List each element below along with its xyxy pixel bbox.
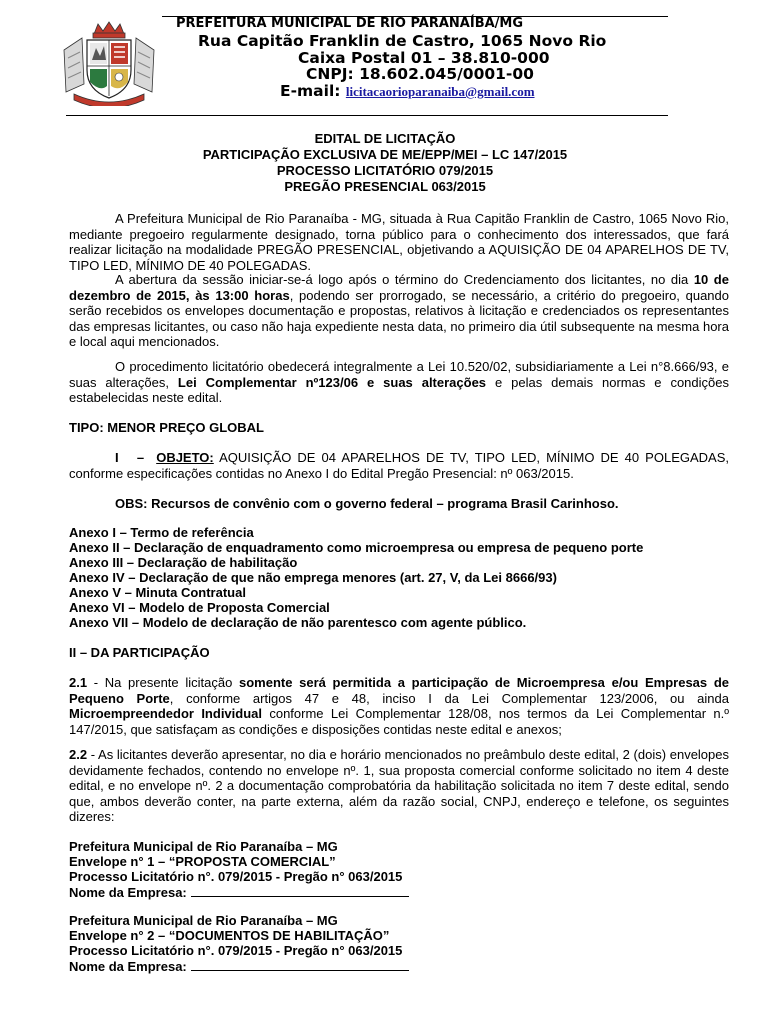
objeto-paragraph (69, 450, 729, 481)
objeto-text: AQUISIÇÃO DE 04 APARELHOS DE TV, TIPO LED, MÍNIMO DE 40 POLEGADAS, conforme especificações contidas no Anexo I do Edital Pregão Presencial: nº 063/2015. (69, 450, 729, 481)
anexo-item: Anexo IV – Declaração de que não emprega menores (art. 27, V, da Lei 8666/93) (69, 570, 557, 585)
tipo-heading: TIPO: MENOR PREÇO GLOBAL (69, 420, 264, 435)
p3-lei-complementar: Lei Complementar nº123/06 e suas alterações (177, 374, 487, 390)
clause-2-1-text-c: , conforme artigos 47 e 48, inciso I da Lei Complementar 123/2006, ou ainda (169, 690, 729, 706)
envelope-2-line-3: Processo Licitatório n°. 079/2015 - Pregão n° 063/2015 (69, 943, 403, 958)
p2-text-c: , podendo ser prorrogado, se necessário, a critério do pregoeiro, quando serão recebidos os envelopes documentação e propostas, relativos à licitação e credenciados os representantes das empresas licitantes, ou caso não haja expediente nesta data, no primeiro dia útil subsequente na mesma hora e local aqui mencionados. (69, 287, 729, 350)
municipal-crest-logo (60, 20, 158, 106)
envelope-1-line-2: Envelope n° 1 – “PROPOSTA COMERCIAL” (69, 854, 336, 869)
clause-2-1 (69, 675, 729, 737)
envelope-2-company-name (69, 958, 729, 975)
envelope-2-line-1: Prefeitura Municipal de Rio Paranaíba – MG (69, 913, 338, 928)
document-subtitle-process: PROCESSO LICITATÓRIO 079/2015 (276, 163, 494, 178)
p2-session-date: 10 de dezembro de 2015, às 13:00 horas (69, 272, 729, 303)
anexo-item: Anexo II – Declaração de enquadramento como microempresa ou empresa de pequeno porte (69, 540, 644, 555)
envelope-1-line-3: Processo Licitatório n°. 079/2015 - Pregão n° 063/2015 (69, 869, 403, 884)
envelope-2-line-2: Envelope n° 2 – “DOCUMENTOS DE HABILITAÇÃO” (69, 928, 390, 943)
header-email-line (280, 82, 535, 100)
clause-2-1-number: 2.1 (69, 675, 88, 690)
p2-text-a: A abertura da sessão iniciar-se-á logo após o término do Credenciamento dos licitantes, no dia (115, 272, 694, 287)
document-subtitle-participation: PARTICIPAÇÃO EXCLUSIVA DE ME/EPP/MEI – LC 147/2015 (202, 147, 568, 162)
intro-paragraph-2 (69, 272, 729, 350)
header-municipality: PREFEITURA MUNICIPAL DE RIO PARANAÍBA/MG (176, 16, 524, 31)
header-cnpj: CNPJ: 18.602.045/0001-00 (306, 65, 534, 83)
anexo-item: Anexo III – Declaração de habilitação (69, 555, 298, 570)
envelope-1-company-name (69, 884, 729, 901)
header-postal-box: Caixa Postal 01 – 38.810-000 (298, 49, 550, 67)
company-name-blank-line (191, 958, 409, 971)
header-bottom-rule (66, 115, 668, 116)
company-name-label: Nome da Empresa: (69, 959, 187, 974)
clause-2-2-text: - As licitantes deverão apresentar, no dia e horário mencionados no preâmbulo deste edital, 2 (dois) envelopes devidamente fechados, contendo no envelope nº. 1, sua proposta comercial conforme solicitado no item 4 deste edital, e no envelope nº. 2 a documentação comprobatória da habilitação solicitada no item 7 deste edital, sendo que, ambos deverão conter, na parte externa, além da razão social, CNPJ, endereço e telefone, os seguintes dizeres: (69, 747, 729, 825)
p3-text-a: O procedimento licitatório obedecerá integralmente a Lei 10.520/02, subsidiariamente a Lei n°8.666/93, e suas alterações, (69, 359, 729, 390)
company-name-blank-line (191, 884, 409, 897)
anexo-item: Anexo VI – Modelo de Proposta Comercial (69, 600, 330, 615)
header-address: Rua Capitão Franklin de Castro, 1065 Novo Rio (198, 32, 607, 50)
obs-note: OBS: Recursos de convênio com o governo federal – programa Brasil Carinhoso. (115, 496, 619, 511)
clause-2-2-number: 2.2 (69, 747, 88, 762)
company-name-label: Nome da Empresa: (69, 885, 187, 900)
clause-2-1-restriction: somente será permitida a participação de Microempresa e/ou Empresas de Pequeno Porte (69, 675, 729, 706)
section-2-heading: II – DA PARTICIPAÇÃO (69, 645, 210, 660)
anexo-item: Anexo VII – Modelo de declaração de não parentesco com agente público. (69, 615, 527, 630)
clause-2-1-text-a: - Na presente licitação (87, 675, 239, 690)
email-link[interactable]: licitacaorioparanaiba@gmail.com (345, 84, 535, 99)
clause-2-1-text-e: conforme Lei Complementar 128/08, nos termos da Lei Complementar n.º 147/2015, que satisfaçam as condições e disposições contidas neste edital e anexos; (69, 706, 729, 737)
email-label: E-mail: (280, 82, 341, 100)
document-title: EDITAL DE LICITAÇÃO (314, 131, 456, 146)
anexo-item: Anexo V – Minuta Contratual (69, 585, 246, 600)
clause-2-1-mei: Microempreendedor Individual (69, 706, 262, 722)
objeto-prefix: I – (115, 450, 157, 465)
clause-2-2 (69, 747, 729, 825)
objeto-label: OBJETO: (156, 450, 214, 465)
intro-paragraph-1: A Prefeitura Municipal de Rio Paranaíba - MG, situada à Rua Capitão Franklin de Castro, 1065 Novo Rio, mediante pregoeiro regularmente designado, torna público para o conhecimento dos interessados, que fará realizar licitação na modalidade PREGÃO PRESENCIAL, objetivando a AQUISIÇÃO DE 04 APARELHOS DE TV, TIPO LED, MÍNIMO DE 40 POLEGADAS. (69, 211, 729, 273)
anexo-item: Anexo I – Termo de referência (69, 525, 254, 540)
envelope-1-line-1: Prefeitura Municipal de Rio Paranaíba – MG (69, 839, 338, 854)
intro-paragraph-3 (69, 359, 729, 406)
p3-text-c: e pelas demais normas e condições estabelecidas neste edital. (69, 374, 729, 406)
document-subtitle-pregao: PREGÃO PRESENCIAL 063/2015 (284, 179, 486, 194)
